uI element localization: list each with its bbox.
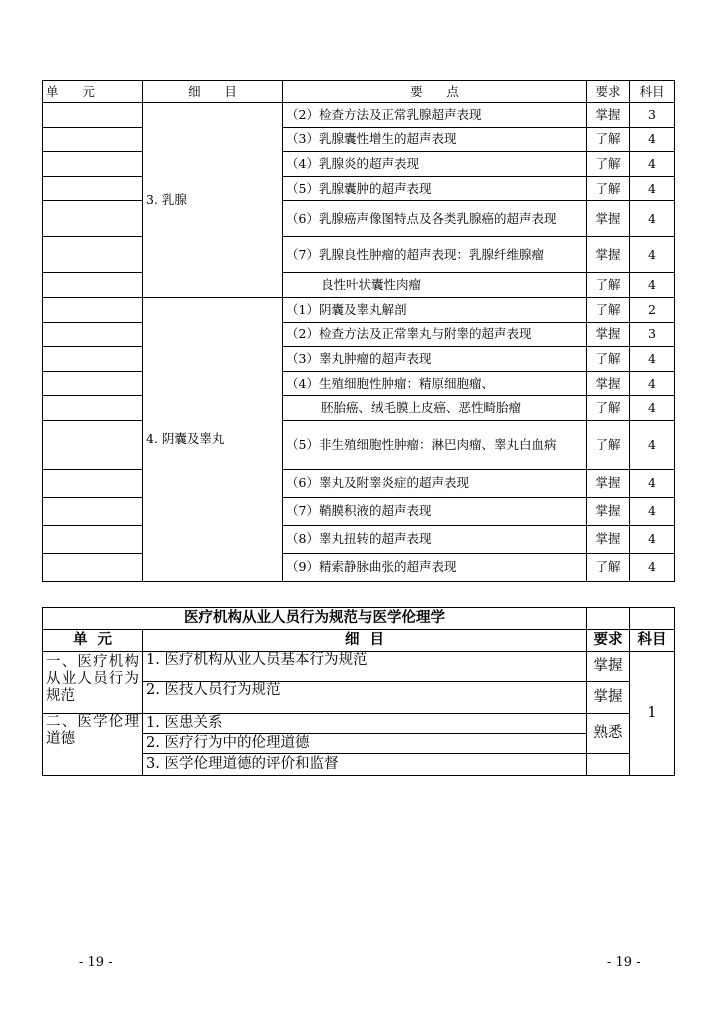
point-cell: （9）精索静脉曲张的超声表现 [283,553,587,581]
requirement-cell: 掌握 [587,469,630,497]
header-unit: 单 元 [43,81,143,103]
requirement-cell: 了解 [587,297,630,322]
subject-cell: 4 [630,201,675,237]
requirement-cell: 掌握 [587,322,630,347]
subject-cell: 4 [630,420,675,469]
point-cell: 良性叶状囊性肉瘤 [283,273,587,298]
requirement-cell: 了解 [587,152,630,177]
header-detail: 细 目 [143,630,587,652]
header-unit: 单 元 [43,630,143,652]
subject-cell: 4 [630,237,675,273]
empty-cell [587,754,630,776]
detail-breast: 3. 乳腺 [143,103,283,298]
unit-cell [43,396,143,421]
header-requirement: 要求 [587,81,630,103]
table-row [43,322,675,347]
empty-cell [630,608,675,630]
point-cell: （8）睾丸扭转的超声表现 [283,525,587,553]
page-number-right: - 19 - [607,955,641,970]
requirement-cell: 掌握 [587,525,630,553]
table-row [43,273,675,298]
point-cell: （6）睾丸及附睾炎症的超声表现 [283,469,587,497]
table-row [43,714,675,734]
requirement-cell: 掌握 [587,371,630,396]
syllabus-table-ethics [42,607,675,776]
requirement-cell: 掌握 [587,237,630,273]
point-cell: （4）乳腺炎的超声表现 [283,152,587,177]
subject-cell: 4 [630,127,675,152]
requirement-cell: 了解 [587,396,630,421]
unit-cell [43,176,143,201]
point-cell: 胚胎癌、绒毛膜上皮癌、恶性畸胎瘤 [283,396,587,421]
unit-cell [43,347,143,372]
unit-cell [43,553,143,581]
detail-cell: 2. 医技人员行为规范 [143,682,587,714]
point-cell: （7）鞘膜积液的超声表现 [283,497,587,525]
table-row [43,297,675,322]
point-cell: （3）乳腺囊性增生的超声表现 [283,127,587,152]
table-row [43,237,675,273]
requirement-cell: 掌握 [587,652,630,682]
table-row [43,525,675,553]
subject-cell: 4 [630,469,675,497]
point-cell: （2）检查方法及正常乳腺超声表现 [283,103,587,128]
page-number-left: - 19 - [79,955,113,970]
requirement-cell: 了解 [587,273,630,298]
requirement-cell: 熟悉 [587,714,630,754]
subject-cell: 4 [630,396,675,421]
subject-cell: 3 [630,322,675,347]
detail-scrotum-testis: 4. 阴囊及睾丸 [143,297,283,581]
requirement-cell: 了解 [587,347,630,372]
table-header-row [43,630,675,652]
table-row [43,469,675,497]
unit-cell [43,322,143,347]
detail-cell: 1. 医疗机构从业人员基本行为规范 [143,652,587,682]
table-row [43,396,675,421]
unit-cell [43,127,143,152]
subject-cell: 3 [630,103,675,128]
requirement-cell: 掌握 [587,682,630,714]
subject-cell: 4 [630,371,675,396]
table-title-row [43,608,675,630]
unit-cell [43,297,143,322]
unit-cell [43,152,143,177]
table-row [43,347,675,372]
point-cell: （2）检查方法及正常睾丸与附睾的超声表现 [283,322,587,347]
unit-cell [43,420,143,469]
subject-cell: 2 [630,297,675,322]
subject-cell: 4 [630,176,675,201]
unit-cell [43,525,143,553]
unit-cell [43,237,143,273]
table-row [43,553,675,581]
unit-code-of-conduct: 一、医疗机构从业人员行为规范 [43,652,143,714]
subject-cell: 1 [630,652,675,776]
table-row [43,201,675,237]
table-row [43,420,675,469]
syllabus-table-ultrasound [42,80,675,582]
requirement-cell: 掌握 [587,103,630,128]
unit-ethics: 二、医学伦理道德 [43,714,143,776]
subject-cell: 4 [630,347,675,372]
unit-cell [43,469,143,497]
unit-cell [43,497,143,525]
requirement-cell: 了解 [587,176,630,201]
subject-cell: 4 [630,525,675,553]
detail-cell: 1. 医患关系 [143,714,587,734]
unit-cell [43,371,143,396]
subject-cell: 4 [630,553,675,581]
table-row [43,497,675,525]
table-row [43,176,675,201]
point-cell: （6）乳腺癌声像图特点及各类乳腺癌的超声表现 [283,201,587,237]
point-cell: （4）生殖细胞性肿瘤：精原细胞瘤、 [283,371,587,396]
point-cell: （3）睾丸肿瘤的超声表现 [283,347,587,372]
requirement-cell: 掌握 [587,201,630,237]
header-subject: 科目 [630,81,675,103]
point-cell: （5）乳腺囊肿的超声表现 [283,176,587,201]
unit-cell [43,201,143,237]
detail-cell: 2. 医疗行为中的伦理道德 [143,734,587,754]
header-subject: 科目 [630,630,675,652]
header-detail: 细 目 [143,81,283,103]
subject-cell: 4 [630,497,675,525]
point-cell: （1）阴囊及睾丸解剖 [283,297,587,322]
subject-cell: 4 [630,273,675,298]
requirement-cell: 掌握 [587,497,630,525]
requirement-cell: 了解 [587,127,630,152]
table-row [43,103,675,128]
header-points: 要 点 [283,81,587,103]
point-cell: （5）非生殖细胞性肿瘤：淋巴肉瘤、睾丸白血病 [283,420,587,469]
table-row [43,652,675,682]
detail-cell: 3. 医学伦理道德的评价和监督 [143,754,587,776]
table-header-row [43,81,675,103]
header-requirement: 要求 [587,630,630,652]
table-row [43,371,675,396]
table-row [43,152,675,177]
requirement-cell: 了解 [587,553,630,581]
requirement-cell: 了解 [587,420,630,469]
table-row [43,127,675,152]
unit-cell [43,273,143,298]
unit-cell [43,103,143,128]
table-title: 医疗机构从业人员行为规范与医学伦理学 [43,608,587,630]
point-cell: （7）乳腺良性肿瘤的超声表现：乳腺纤维腺瘤 [283,237,587,273]
subject-cell: 4 [630,152,675,177]
empty-cell [587,608,630,630]
